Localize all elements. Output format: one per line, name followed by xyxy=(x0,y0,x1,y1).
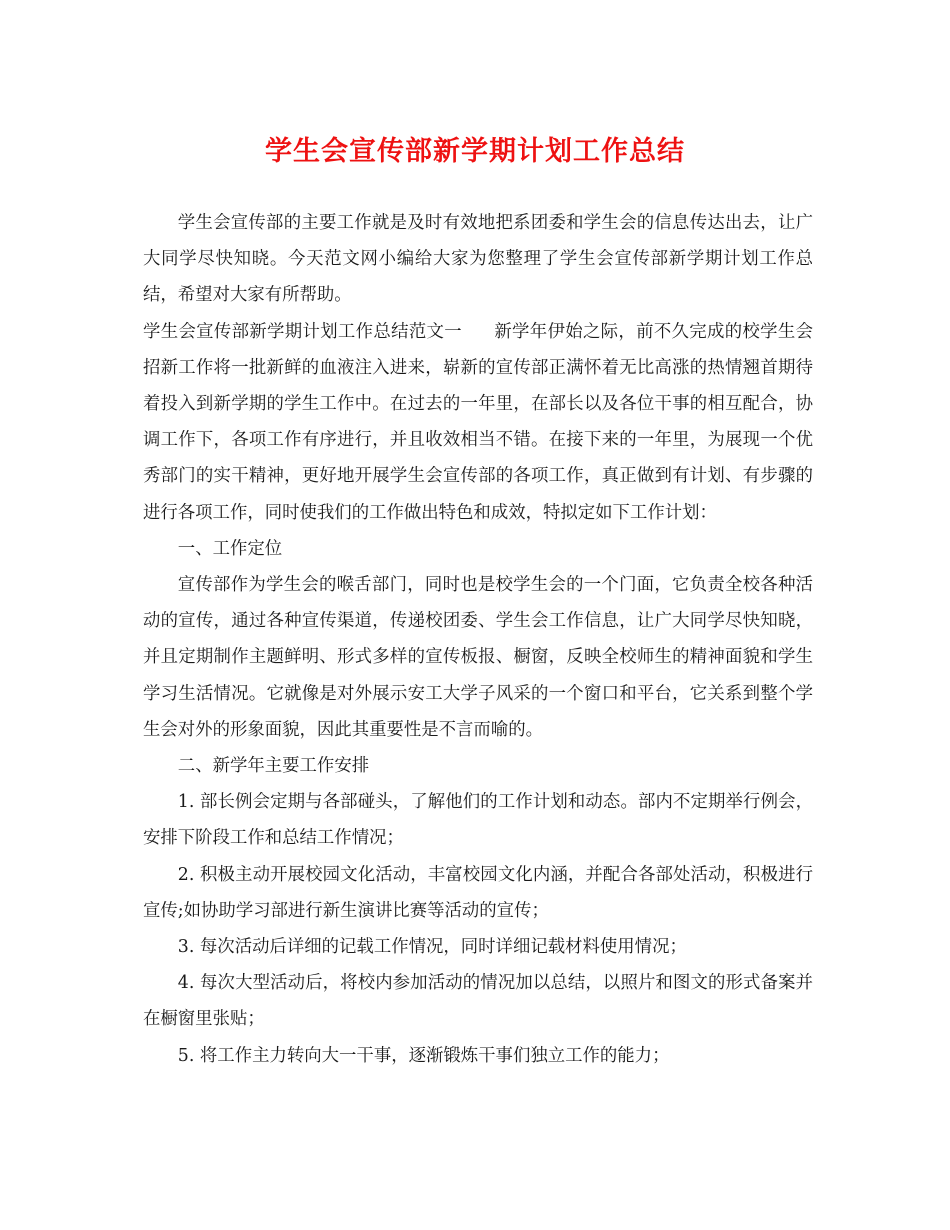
intro-paragraph: 学生会宣传部的主要工作就是及时有效地把系团委和学生会的信息传达出去，让广大同学尽快知晓。今天范文网小编给大家为您整理了学生会宣传部新学期计划工作总结，希望对大家有所帮助。 xyxy=(143,213,813,306)
list-item: 4. 每次大型活动后，将校内参加活动的情况加以总结，以照片和图文的形式备案并在橱窗里张贴； xyxy=(143,973,813,1030)
sample-opening: 新学年伊始之际，前不久完成的校学生会招新工作将一批新鲜的血液注入进来，崭新的宣传部正满怀着无比高涨的热情翘首期待着投入到新学期的学生工作中。在过去的一年里，在部长以及各位干事的相互配合，协调工作下，各项工作有序进行，并且收效相当不错。在接下来的一年里，为展现一个优秀部门的实干精神，更好地开展学生会宣传部的各项工作，真正做到有计划、有步骤的进行各项工作，同时使我们的工作做出特色和成效，特拟定如下工作计划： xyxy=(143,321,813,523)
section1-paragraph: 宣传部作为学生会的喉舌部门，同时也是校学生会的一个门面，它负责全校各种活动的宣传，通过各种宣传渠道，传递校团委、学生会工作信息，让广大同学尽快知晓，并且定期制作主题鲜明、形式多样的宣传板报、橱窗，反映全校师生的精神面貌和学生学习生活情况。它就像是对外展示安工大学子风采的一个窗口和平台，它关系到整个学生会对外的形象面貌，因此其重要性是不言而喻的。 xyxy=(143,575,813,740)
section2-heading: 二、新学年主要工作安排 xyxy=(177,756,370,777)
document-body xyxy=(143,205,813,1074)
document-title: 学生会宣传部新学期计划工作总结 xyxy=(265,136,685,167)
section1-heading: 一、工作定位 xyxy=(177,538,283,559)
list-item: 3. 每次活动后详细的记载工作情况，同时详细记载材料使用情况； xyxy=(177,937,687,958)
list-item: 2. 积极主动开展校园文化活动，丰富校园文化内涵，并配合各部处活动，积极进行宣传;如协助学习部进行新生演讲比赛等活动的宣传； xyxy=(143,864,813,921)
sample-paragraph xyxy=(143,314,813,531)
list-item: 1. 部长例会定期与各部碰头，了解他们的工作计划和动态。部内不定期举行例会，安排下阶段工作和总结工作情况； xyxy=(143,792,813,849)
sample-heading: 学生会宣传部新学期计划工作总结范文一 xyxy=(143,321,462,342)
list-item: 5. 将工作主力转向大一干事，逐渐锻炼干事们独立工作的能力； xyxy=(177,1045,670,1066)
